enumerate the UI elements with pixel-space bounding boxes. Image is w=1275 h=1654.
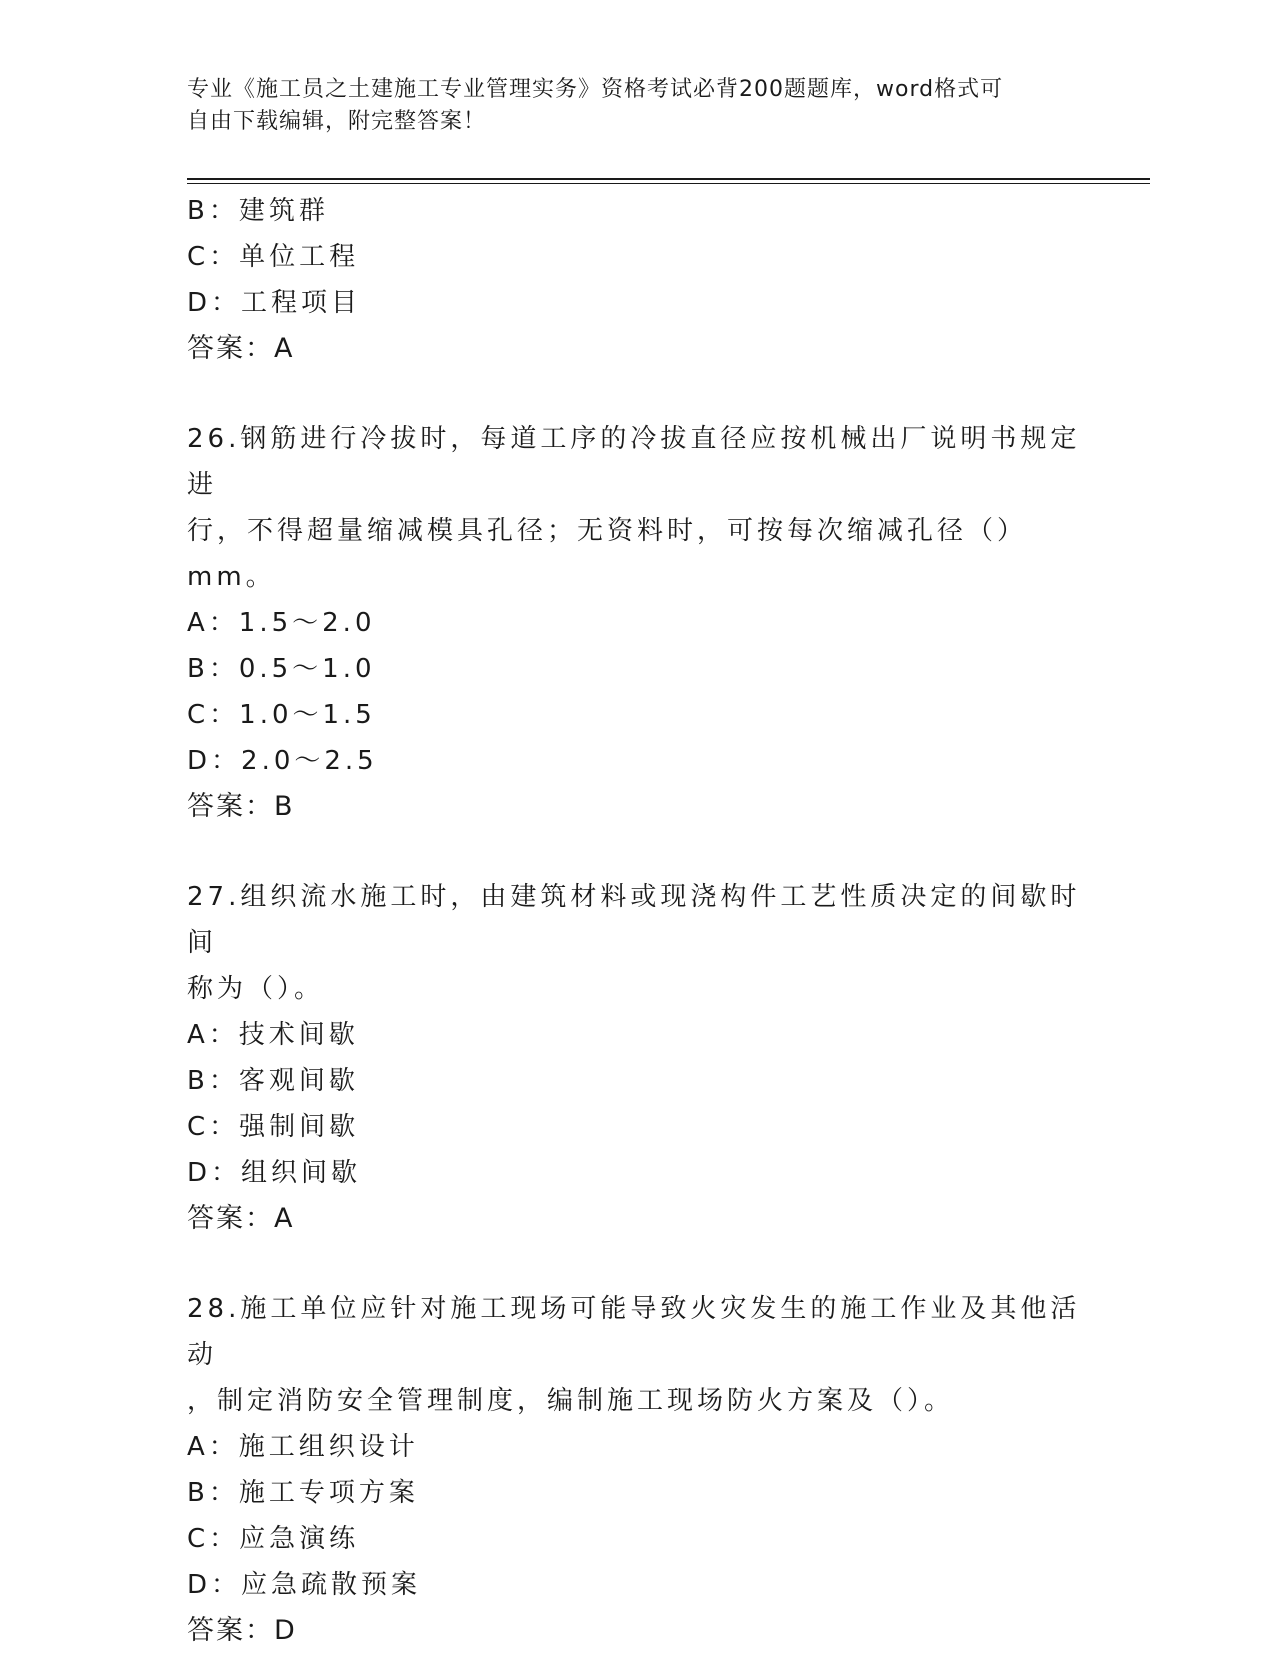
answer-line: 答案：A [187,1203,295,1234]
option-c: C：应急演练 [187,1524,360,1554]
option-a: A：1.5～2.0 [187,608,376,638]
option-d: D：2.0～2.5 [187,746,378,776]
option-b: B：0.5～1.0 [187,654,376,684]
header-line-2: 自由下载编辑，附完整答案！ [187,109,487,134]
answer-line: 答案：B [187,791,295,822]
header-rule-thin [187,183,1150,184]
question-27 [187,874,1087,1242]
question-text-line-1: 27.组织流水施工时，由建筑材料或现浇构件工艺性质决定的间歇时间 [187,882,1081,958]
option-d: D：组织间歇 [187,1158,362,1188]
document-body [187,188,1087,1654]
option-c: C：1.0～1.5 [187,700,376,730]
option-b: B：施工专项方案 [187,1478,419,1508]
page-header [187,74,1067,138]
option-b: B：建筑群 [187,196,329,226]
answer-line: 答案：D [187,1615,297,1646]
option-c: C：单位工程 [187,242,360,272]
question-text-line-1: 26.钢筋进行冷拔时，每道工序的冷拔直径应按机械出厂说明书规定进 [187,424,1081,500]
option-a: A：技术间歇 [187,1020,359,1050]
question-text-line-2: 称为（）。 [187,974,325,1004]
question-text-line-1: 28.施工单位应针对施工现场可能导致火灾发生的施工作业及其他活动 [187,1294,1081,1370]
answer-line: 答案：A [187,333,295,364]
option-b: B：客观间歇 [187,1066,359,1096]
option-d: D：应急疏散预案 [187,1570,422,1600]
header-line-1: 专业《施工员之土建施工专业管理实务》资格考试必背200题题库，word格式可 [187,77,1004,102]
option-a: A：施工组织设计 [187,1432,419,1462]
question-26 [187,416,1087,830]
option-c: C：强制间歇 [187,1112,360,1142]
question-28 [187,1286,1087,1654]
option-d: D：工程项目 [187,288,362,318]
question-text-line-2: ，制定消防安全管理制度，编制施工现场防火方案及（）。 [187,1386,955,1416]
question-25-continued [187,188,1087,372]
header-rule-thick [187,178,1150,180]
question-text-line-2: 行，不得超量缩减模具孔径；无资料时，可按每次缩减孔径（）mm。 [187,516,1028,592]
